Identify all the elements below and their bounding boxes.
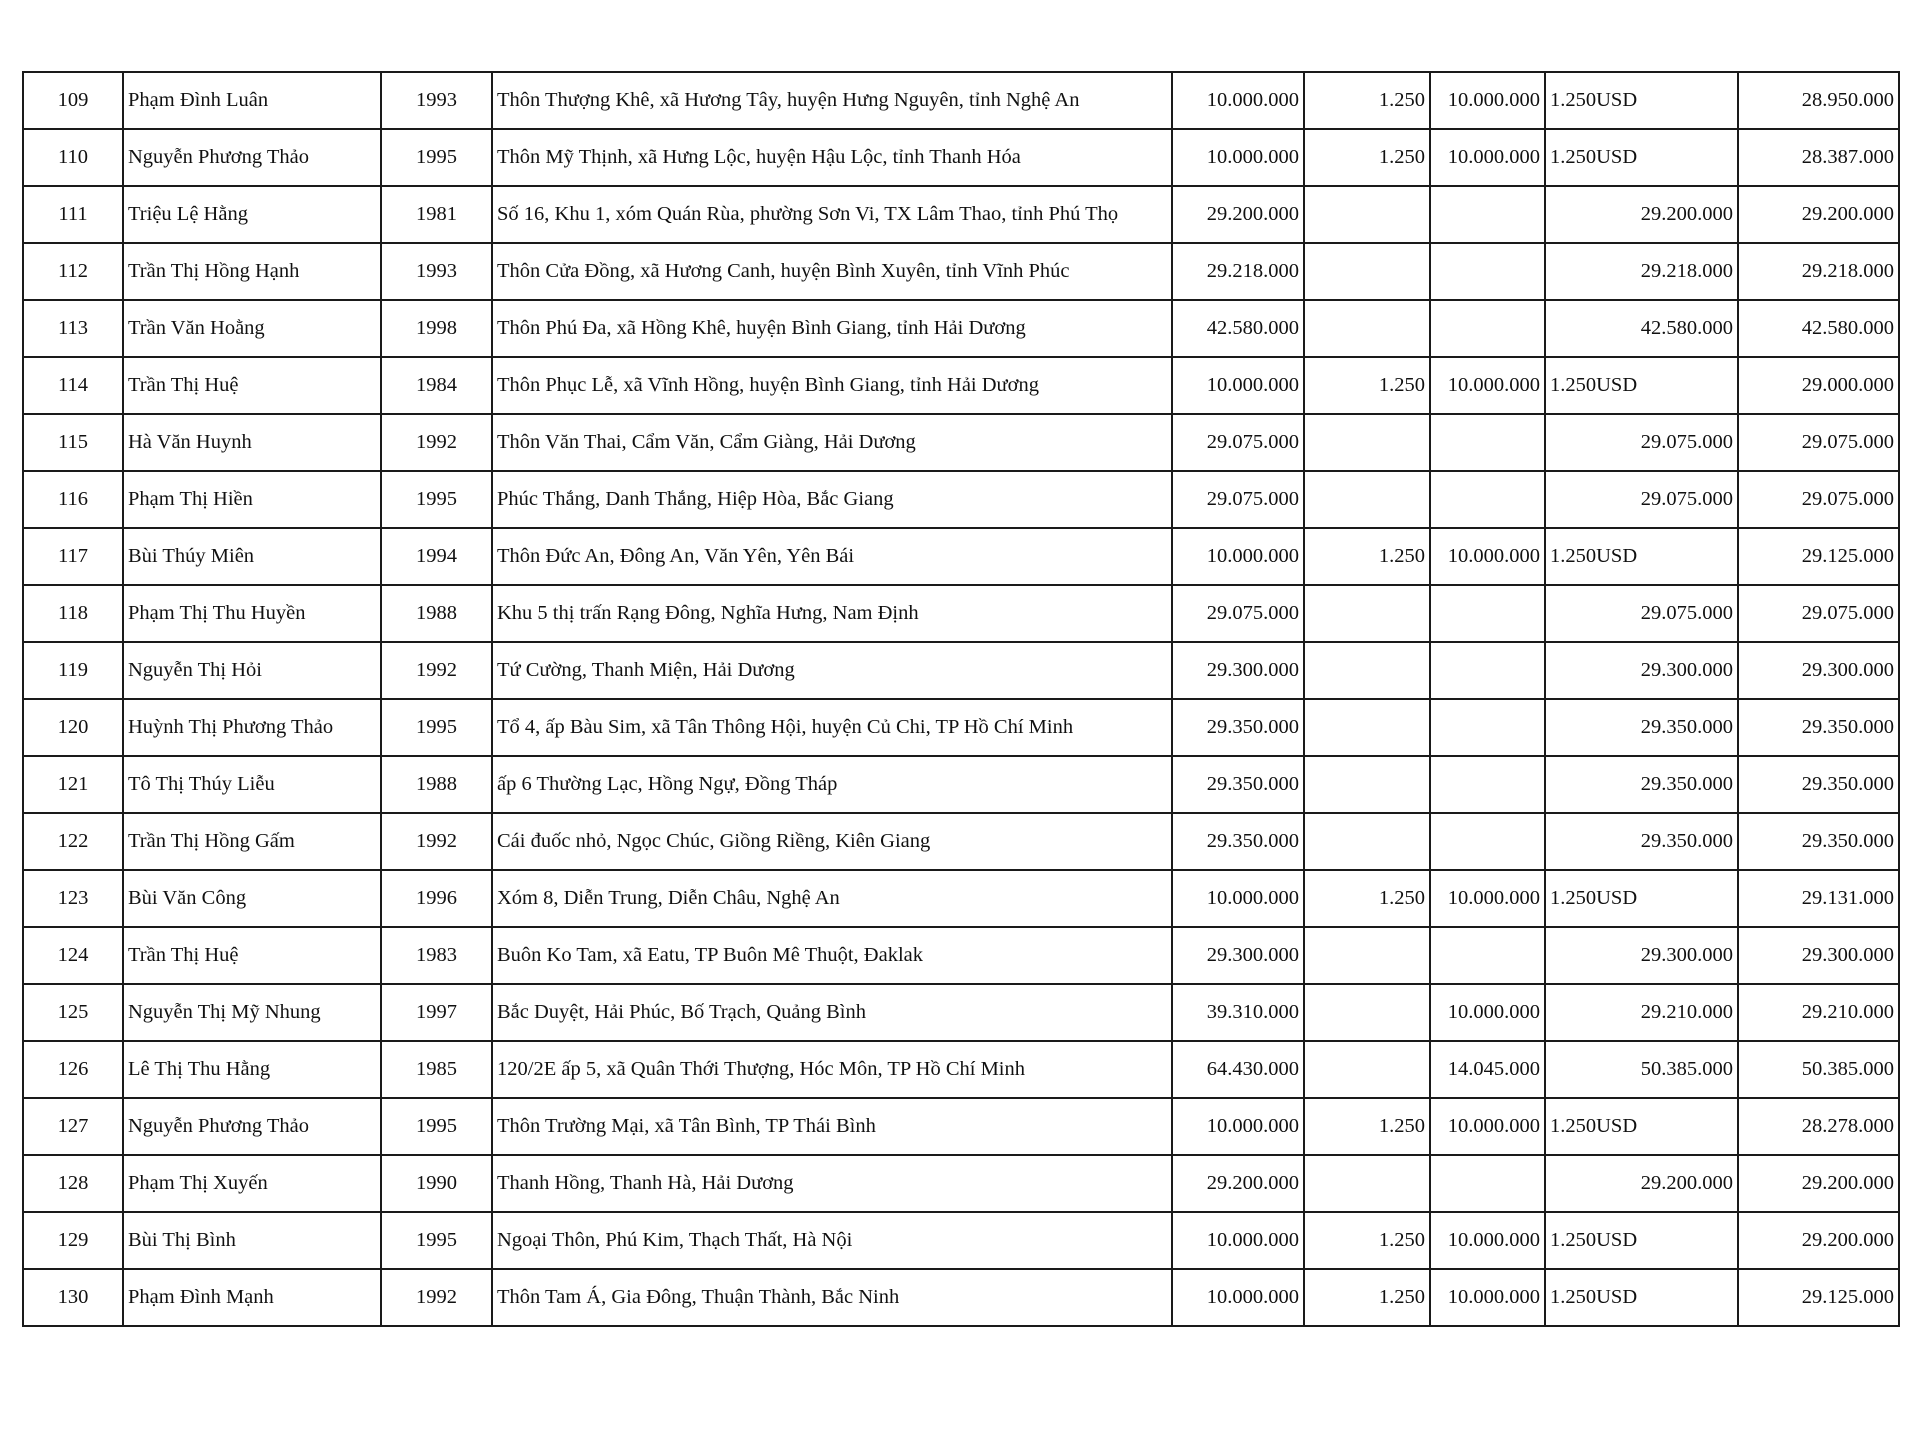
final-amount-cell: 50.385.000 bbox=[1738, 1041, 1899, 1098]
usd-amount-cell bbox=[1304, 756, 1430, 813]
paid-amount-cell bbox=[1430, 243, 1545, 300]
row-number-cell: 113 bbox=[23, 300, 123, 357]
usd-amount-cell: 1.250 bbox=[1304, 1098, 1430, 1155]
full-name-cell: Trần Thị Hồng Hạnh bbox=[123, 243, 381, 300]
paid-amount-cell bbox=[1430, 813, 1545, 870]
paid-amount-cell bbox=[1430, 1155, 1545, 1212]
paid-amount-cell bbox=[1430, 585, 1545, 642]
birth-year-cell: 1984 bbox=[381, 357, 492, 414]
row-number-cell: 127 bbox=[23, 1098, 123, 1155]
remaining-amount-cell: 29.075.000 bbox=[1545, 585, 1738, 642]
address-cell: Thôn Phú Đa, xã Hồng Khê, huyện Bình Giang, tỉnh Hải Dương bbox=[492, 300, 1172, 357]
full-name-cell: Huỳnh Thị Phương Thảo bbox=[123, 699, 381, 756]
usd-amount-cell: 1.250 bbox=[1304, 1269, 1430, 1326]
table-row bbox=[23, 585, 1899, 642]
address-cell: Thanh Hồng, Thanh Hà, Hải Dương bbox=[492, 1155, 1172, 1212]
full-name-cell: Nguyễn Thị Mỹ Nhung bbox=[123, 984, 381, 1041]
remaining-amount-cell: 1.250USD bbox=[1545, 357, 1738, 414]
table-row bbox=[23, 471, 1899, 528]
table-body bbox=[23, 72, 1899, 1326]
address-cell: Số 16, Khu 1, xóm Quán Rùa, phường Sơn Vi, TX Lâm Thao, tỉnh Phú Thọ bbox=[492, 186, 1172, 243]
row-number-cell: 121 bbox=[23, 756, 123, 813]
remaining-amount-cell: 29.300.000 bbox=[1545, 642, 1738, 699]
final-amount-cell: 29.000.000 bbox=[1738, 357, 1899, 414]
full-name-cell: Phạm Thị Hiền bbox=[123, 471, 381, 528]
row-number-cell: 115 bbox=[23, 414, 123, 471]
remaining-amount-cell: 29.300.000 bbox=[1545, 927, 1738, 984]
full-name-cell: Tô Thị Thúy Liễu bbox=[123, 756, 381, 813]
address-cell: Thôn Thượng Khê, xã Hương Tây, huyện Hưng Nguyên, tỉnh Nghệ An bbox=[492, 72, 1172, 129]
full-name-cell: Nguyễn Phương Thảo bbox=[123, 129, 381, 186]
total-amount-cell: 10.000.000 bbox=[1172, 1269, 1304, 1326]
total-amount-cell: 64.430.000 bbox=[1172, 1041, 1304, 1098]
total-amount-cell: 10.000.000 bbox=[1172, 528, 1304, 585]
address-cell: Ngoại Thôn, Phú Kim, Thạch Thất, Hà Nội bbox=[492, 1212, 1172, 1269]
total-amount-cell: 29.350.000 bbox=[1172, 699, 1304, 756]
final-amount-cell: 29.210.000 bbox=[1738, 984, 1899, 1041]
full-name-cell: Phạm Thị Xuyến bbox=[123, 1155, 381, 1212]
full-name-cell: Phạm Đình Luân bbox=[123, 72, 381, 129]
paid-amount-cell: 10.000.000 bbox=[1430, 1269, 1545, 1326]
total-amount-cell: 10.000.000 bbox=[1172, 357, 1304, 414]
birth-year-cell: 1997 bbox=[381, 984, 492, 1041]
table-row bbox=[23, 699, 1899, 756]
final-amount-cell: 29.218.000 bbox=[1738, 243, 1899, 300]
table-row bbox=[23, 1041, 1899, 1098]
table-row bbox=[23, 1212, 1899, 1269]
final-amount-cell: 29.131.000 bbox=[1738, 870, 1899, 927]
full-name-cell: Lê Thị Thu Hằng bbox=[123, 1041, 381, 1098]
full-name-cell: Phạm Thị Thu Huyền bbox=[123, 585, 381, 642]
address-cell: Xóm 8, Diễn Trung, Diễn Châu, Nghệ An bbox=[492, 870, 1172, 927]
table-row bbox=[23, 984, 1899, 1041]
total-amount-cell: 29.218.000 bbox=[1172, 243, 1304, 300]
table-row bbox=[23, 870, 1899, 927]
usd-amount-cell bbox=[1304, 300, 1430, 357]
address-cell: Thôn Tam Á, Gia Đông, Thuận Thành, Bắc Ninh bbox=[492, 1269, 1172, 1326]
birth-year-cell: 1993 bbox=[381, 243, 492, 300]
row-number-cell: 124 bbox=[23, 927, 123, 984]
address-cell: Thôn Trường Mại, xã Tân Bình, TP Thái Bình bbox=[492, 1098, 1172, 1155]
row-number-cell: 119 bbox=[23, 642, 123, 699]
final-amount-cell: 29.350.000 bbox=[1738, 756, 1899, 813]
final-amount-cell: 29.350.000 bbox=[1738, 699, 1899, 756]
final-amount-cell: 42.580.000 bbox=[1738, 300, 1899, 357]
birth-year-cell: 1985 bbox=[381, 1041, 492, 1098]
total-amount-cell: 10.000.000 bbox=[1172, 1098, 1304, 1155]
usd-amount-cell bbox=[1304, 414, 1430, 471]
full-name-cell: Trần Thị Huệ bbox=[123, 927, 381, 984]
final-amount-cell: 29.200.000 bbox=[1738, 186, 1899, 243]
birth-year-cell: 1998 bbox=[381, 300, 492, 357]
total-amount-cell: 10.000.000 bbox=[1172, 72, 1304, 129]
paid-amount-cell bbox=[1430, 300, 1545, 357]
data-table bbox=[22, 71, 1900, 1327]
paid-amount-cell bbox=[1430, 471, 1545, 528]
birth-year-cell: 1993 bbox=[381, 72, 492, 129]
address-cell: ấp 6 Thường Lạc, Hồng Ngự, Đồng Tháp bbox=[492, 756, 1172, 813]
row-number-cell: 123 bbox=[23, 870, 123, 927]
table-row bbox=[23, 186, 1899, 243]
remaining-amount-cell: 1.250USD bbox=[1545, 870, 1738, 927]
table-row bbox=[23, 528, 1899, 585]
full-name-cell: Bùi Thị Bình bbox=[123, 1212, 381, 1269]
full-name-cell: Phạm Đình Mạnh bbox=[123, 1269, 381, 1326]
table-row bbox=[23, 1155, 1899, 1212]
usd-amount-cell bbox=[1304, 984, 1430, 1041]
paid-amount-cell: 10.000.000 bbox=[1430, 528, 1545, 585]
paid-amount-cell: 10.000.000 bbox=[1430, 870, 1545, 927]
row-number-cell: 130 bbox=[23, 1269, 123, 1326]
usd-amount-cell: 1.250 bbox=[1304, 528, 1430, 585]
address-cell: Thôn Mỹ Thịnh, xã Hưng Lộc, huyện Hậu Lộc, tỉnh Thanh Hóa bbox=[492, 129, 1172, 186]
table-row bbox=[23, 1269, 1899, 1326]
total-amount-cell: 29.350.000 bbox=[1172, 813, 1304, 870]
total-amount-cell: 39.310.000 bbox=[1172, 984, 1304, 1041]
address-cell: Khu 5 thị trấn Rạng Đông, Nghĩa Hưng, Nam Định bbox=[492, 585, 1172, 642]
table-row bbox=[23, 243, 1899, 300]
row-number-cell: 111 bbox=[23, 186, 123, 243]
final-amount-cell: 28.387.000 bbox=[1738, 129, 1899, 186]
full-name-cell: Hà Văn Huynh bbox=[123, 414, 381, 471]
remaining-amount-cell: 29.075.000 bbox=[1545, 414, 1738, 471]
paid-amount-cell bbox=[1430, 927, 1545, 984]
usd-amount-cell: 1.250 bbox=[1304, 129, 1430, 186]
remaining-amount-cell: 29.218.000 bbox=[1545, 243, 1738, 300]
remaining-amount-cell: 1.250USD bbox=[1545, 129, 1738, 186]
address-cell: 120/2E ấp 5, xã Quân Thới Thượng, Hóc Môn, TP Hồ Chí Minh bbox=[492, 1041, 1172, 1098]
final-amount-cell: 28.950.000 bbox=[1738, 72, 1899, 129]
address-cell: Thôn Cửa Đồng, xã Hương Canh, huyện Bình Xuyên, tỉnh Vĩnh Phúc bbox=[492, 243, 1172, 300]
row-number-cell: 122 bbox=[23, 813, 123, 870]
birth-year-cell: 1981 bbox=[381, 186, 492, 243]
address-cell: Thôn Văn Thai, Cẩm Văn, Cẩm Giàng, Hải Dương bbox=[492, 414, 1172, 471]
total-amount-cell: 29.350.000 bbox=[1172, 756, 1304, 813]
birth-year-cell: 1995 bbox=[381, 1212, 492, 1269]
table-row bbox=[23, 129, 1899, 186]
total-amount-cell: 10.000.000 bbox=[1172, 129, 1304, 186]
table-row bbox=[23, 357, 1899, 414]
usd-amount-cell: 1.250 bbox=[1304, 870, 1430, 927]
final-amount-cell: 29.200.000 bbox=[1738, 1212, 1899, 1269]
table-row bbox=[23, 927, 1899, 984]
table-row bbox=[23, 642, 1899, 699]
total-amount-cell: 29.075.000 bbox=[1172, 585, 1304, 642]
remaining-amount-cell: 29.210.000 bbox=[1545, 984, 1738, 1041]
remaining-amount-cell: 42.580.000 bbox=[1545, 300, 1738, 357]
final-amount-cell: 29.125.000 bbox=[1738, 528, 1899, 585]
total-amount-cell: 29.200.000 bbox=[1172, 1155, 1304, 1212]
usd-amount-cell bbox=[1304, 585, 1430, 642]
remaining-amount-cell: 1.250USD bbox=[1545, 72, 1738, 129]
total-amount-cell: 29.300.000 bbox=[1172, 642, 1304, 699]
usd-amount-cell bbox=[1304, 1041, 1430, 1098]
usd-amount-cell bbox=[1304, 642, 1430, 699]
usd-amount-cell bbox=[1304, 813, 1430, 870]
remaining-amount-cell: 1.250USD bbox=[1545, 1212, 1738, 1269]
row-number-cell: 112 bbox=[23, 243, 123, 300]
total-amount-cell: 29.075.000 bbox=[1172, 471, 1304, 528]
table-row bbox=[23, 756, 1899, 813]
birth-year-cell: 1995 bbox=[381, 471, 492, 528]
total-amount-cell: 29.300.000 bbox=[1172, 927, 1304, 984]
final-amount-cell: 29.200.000 bbox=[1738, 1155, 1899, 1212]
table-row bbox=[23, 300, 1899, 357]
remaining-amount-cell: 1.250USD bbox=[1545, 1098, 1738, 1155]
birth-year-cell: 1992 bbox=[381, 414, 492, 471]
birth-year-cell: 1988 bbox=[381, 756, 492, 813]
address-cell: Thôn Đức An, Đông An, Văn Yên, Yên Bái bbox=[492, 528, 1172, 585]
final-amount-cell: 29.300.000 bbox=[1738, 642, 1899, 699]
row-number-cell: 110 bbox=[23, 129, 123, 186]
paid-amount-cell bbox=[1430, 414, 1545, 471]
full-name-cell: Trần Văn Hoằng bbox=[123, 300, 381, 357]
birth-year-cell: 1996 bbox=[381, 870, 492, 927]
table-row bbox=[23, 72, 1899, 129]
usd-amount-cell bbox=[1304, 186, 1430, 243]
remaining-amount-cell: 29.200.000 bbox=[1545, 1155, 1738, 1212]
birth-year-cell: 1992 bbox=[381, 642, 492, 699]
remaining-amount-cell: 29.350.000 bbox=[1545, 699, 1738, 756]
row-number-cell: 114 bbox=[23, 357, 123, 414]
address-cell: Cái đuốc nhỏ, Ngọc Chúc, Giồng Riềng, Kiên Giang bbox=[492, 813, 1172, 870]
full-name-cell: Trần Thị Hồng Gấm bbox=[123, 813, 381, 870]
total-amount-cell: 29.075.000 bbox=[1172, 414, 1304, 471]
final-amount-cell: 29.350.000 bbox=[1738, 813, 1899, 870]
total-amount-cell: 10.000.000 bbox=[1172, 870, 1304, 927]
remaining-amount-cell: 29.075.000 bbox=[1545, 471, 1738, 528]
total-amount-cell: 29.200.000 bbox=[1172, 186, 1304, 243]
final-amount-cell: 29.125.000 bbox=[1738, 1269, 1899, 1326]
row-number-cell: 117 bbox=[23, 528, 123, 585]
row-number-cell: 109 bbox=[23, 72, 123, 129]
row-number-cell: 116 bbox=[23, 471, 123, 528]
remaining-amount-cell: 29.200.000 bbox=[1545, 186, 1738, 243]
row-number-cell: 125 bbox=[23, 984, 123, 1041]
paid-amount-cell: 10.000.000 bbox=[1430, 357, 1545, 414]
table-row bbox=[23, 1098, 1899, 1155]
paid-amount-cell: 10.000.000 bbox=[1430, 1098, 1545, 1155]
remaining-amount-cell: 50.385.000 bbox=[1545, 1041, 1738, 1098]
full-name-cell: Bùi Văn Công bbox=[123, 870, 381, 927]
usd-amount-cell bbox=[1304, 471, 1430, 528]
final-amount-cell: 29.300.000 bbox=[1738, 927, 1899, 984]
row-number-cell: 129 bbox=[23, 1212, 123, 1269]
birth-year-cell: 1983 bbox=[381, 927, 492, 984]
usd-amount-cell: 1.250 bbox=[1304, 357, 1430, 414]
address-cell: Tứ Cường, Thanh Miện, Hải Dương bbox=[492, 642, 1172, 699]
birth-year-cell: 1992 bbox=[381, 1269, 492, 1326]
total-amount-cell: 42.580.000 bbox=[1172, 300, 1304, 357]
address-cell: Bắc Duyệt, Hải Phúc, Bố Trạch, Quảng Bình bbox=[492, 984, 1172, 1041]
address-cell: Buôn Ko Tam, xã Eatu, TP Buôn Mê Thuột, Đaklak bbox=[492, 927, 1172, 984]
birth-year-cell: 1995 bbox=[381, 129, 492, 186]
usd-amount-cell: 1.250 bbox=[1304, 1212, 1430, 1269]
full-name-cell: Trần Thị Huệ bbox=[123, 357, 381, 414]
table-row bbox=[23, 414, 1899, 471]
address-cell: Tổ 4, ấp Bàu Sim, xã Tân Thông Hội, huyện Củ Chi, TP Hồ Chí Minh bbox=[492, 699, 1172, 756]
full-name-cell: Nguyễn Thị Hỏi bbox=[123, 642, 381, 699]
paid-amount-cell bbox=[1430, 699, 1545, 756]
row-number-cell: 120 bbox=[23, 699, 123, 756]
paid-amount-cell: 10.000.000 bbox=[1430, 72, 1545, 129]
birth-year-cell: 1990 bbox=[381, 1155, 492, 1212]
final-amount-cell: 29.075.000 bbox=[1738, 414, 1899, 471]
full-name-cell: Nguyễn Phương Thảo bbox=[123, 1098, 381, 1155]
paid-amount-cell: 10.000.000 bbox=[1430, 984, 1545, 1041]
row-number-cell: 118 bbox=[23, 585, 123, 642]
remaining-amount-cell: 29.350.000 bbox=[1545, 756, 1738, 813]
final-amount-cell: 29.075.000 bbox=[1738, 471, 1899, 528]
paid-amount-cell: 10.000.000 bbox=[1430, 1212, 1545, 1269]
usd-amount-cell: 1.250 bbox=[1304, 72, 1430, 129]
paid-amount-cell bbox=[1430, 756, 1545, 813]
birth-year-cell: 1995 bbox=[381, 699, 492, 756]
birth-year-cell: 1988 bbox=[381, 585, 492, 642]
address-cell: Phúc Thắng, Danh Thắng, Hiệp Hòa, Bắc Giang bbox=[492, 471, 1172, 528]
paid-amount-cell bbox=[1430, 186, 1545, 243]
remaining-amount-cell: 1.250USD bbox=[1545, 528, 1738, 585]
birth-year-cell: 1992 bbox=[381, 813, 492, 870]
final-amount-cell: 29.075.000 bbox=[1738, 585, 1899, 642]
usd-amount-cell bbox=[1304, 1155, 1430, 1212]
usd-amount-cell bbox=[1304, 699, 1430, 756]
table-row bbox=[23, 813, 1899, 870]
row-number-cell: 128 bbox=[23, 1155, 123, 1212]
usd-amount-cell bbox=[1304, 243, 1430, 300]
usd-amount-cell bbox=[1304, 927, 1430, 984]
total-amount-cell: 10.000.000 bbox=[1172, 1212, 1304, 1269]
address-cell: Thôn Phục Lễ, xã Vĩnh Hồng, huyện Bình Giang, tỉnh Hải Dương bbox=[492, 357, 1172, 414]
full-name-cell: Triệu Lệ Hằng bbox=[123, 186, 381, 243]
row-number-cell: 126 bbox=[23, 1041, 123, 1098]
birth-year-cell: 1995 bbox=[381, 1098, 492, 1155]
remaining-amount-cell: 29.350.000 bbox=[1545, 813, 1738, 870]
paid-amount-cell: 10.000.000 bbox=[1430, 129, 1545, 186]
remaining-amount-cell: 1.250USD bbox=[1545, 1269, 1738, 1326]
full-name-cell: Bùi Thúy Miên bbox=[123, 528, 381, 585]
paid-amount-cell: 14.045.000 bbox=[1430, 1041, 1545, 1098]
final-amount-cell: 28.278.000 bbox=[1738, 1098, 1899, 1155]
paid-amount-cell bbox=[1430, 642, 1545, 699]
birth-year-cell: 1994 bbox=[381, 528, 492, 585]
